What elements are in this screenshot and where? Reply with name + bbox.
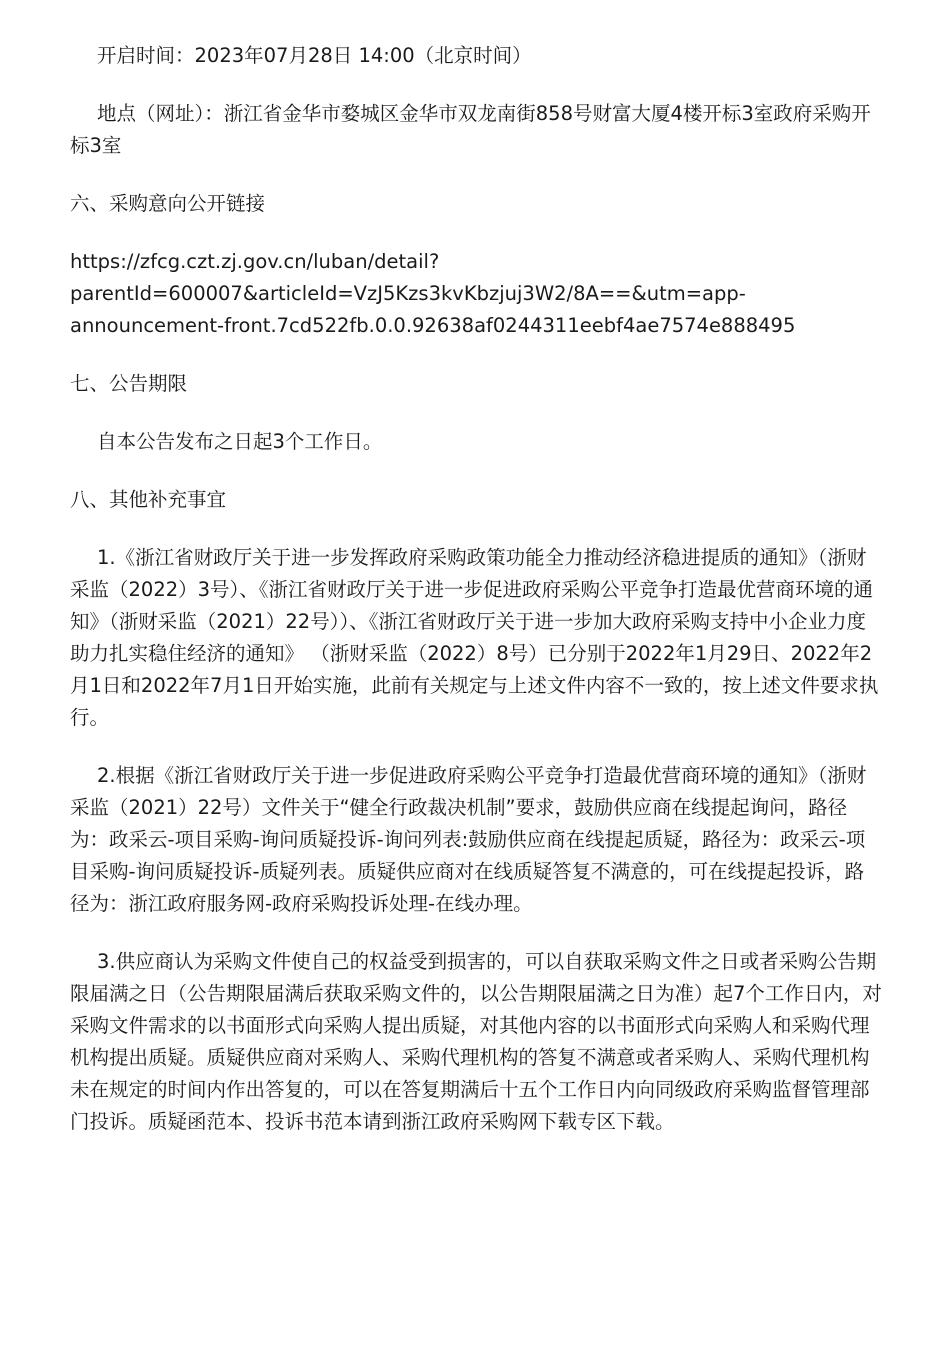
supplement-item-3: 3.供应商认为采购文件使自己的权益受到损害的，可以自获取采购文件之日或者采购公告期限届满之日（公告期限届满后获取采购文件的，以公告期限届满之日为准）起7个工作日内，对采购文件需求的以书面形式向采购人提出质疑，对其他内容的以书面形式向采购人和采购代理机构提出质疑。质疑供应商对采购人、采购代理机构的答复不满意或者采购人、采购代理机构未在规定的时间内作出答复的，可以在答复期满后十五个工作日内向同级政府采购监督管理部门投诉。质疑函范本、投诉书范本请到浙江政府采购网下载专区下载。	[70, 950, 882, 1133]
url-line: parentId=600007&articleId=VzJ5Kzs3kvKbzjuj3W2/8A==&utm=app-	[70, 282, 746, 305]
section-8-heading: 八、其他补充事宜	[70, 488, 227, 511]
supplement-item-2: 2.根据《浙江省财政厅关于进一步促进政府采购公平竞争打造最优营商环境的通知》（浙财采监（2021）22号）文件关于“健全行政裁决机制”要求，鼓励供应商在线提起询问，路径为：政采云-项目采购-询问质疑投诉-询问列表:鼓励供应商在线提起质疑，路径为：政采云-项目采购-询问质疑投诉-质疑列表。质疑供应商对在线质疑答复不满意的，可在线提起投诉，路径为：浙江政府服务网-政府采购投诉处理-在线办理。	[70, 764, 867, 915]
supplement-item-1: 1.《浙江省财政厅关于进一步发挥政府采购政策功能全力推动经济稳进提质的通知》（浙财采监（2022）3号）、《浙江省财政厅关于进一步促进政府采购公平竞争打造最优营商环境的通知》（浙财采监（2021）22号））、《浙江省财政厅关于进一步加大政府采购支持中小企业力度助力扎实稳住经济的通知》 （浙财采监（2022）8号）已分别于2022年1月29日、2022年2月1日和2022年7月1日开始实施，此前有关规定与上述文件内容不一致的，按上述文件要求执行。	[70, 546, 879, 729]
location-text: 地点（网址）：浙江省金华市婺城区金华市双龙南街858号财富大厦4楼开标3室政府采购开标3室	[70, 102, 871, 157]
url-line: https://zfcg.czt.zj.gov.cn/luban/detail?	[70, 250, 440, 273]
intention-url-link[interactable]	[70, 246, 882, 342]
section-6-heading: 六、采购意向公开链接	[70, 192, 266, 215]
open-time-text: 开启时间：2023年07月28日 14:00（北京时间）	[97, 44, 532, 67]
url-line: announcement-front.7cd522fb.0.0.92638af0244311eebf4ae7574e888495	[70, 314, 796, 337]
document-body	[70, 40, 882, 1164]
section-7-heading: 七、公告期限	[70, 372, 188, 395]
notice-period-text: 自本公告发布之日起3个工作日。	[97, 430, 383, 453]
